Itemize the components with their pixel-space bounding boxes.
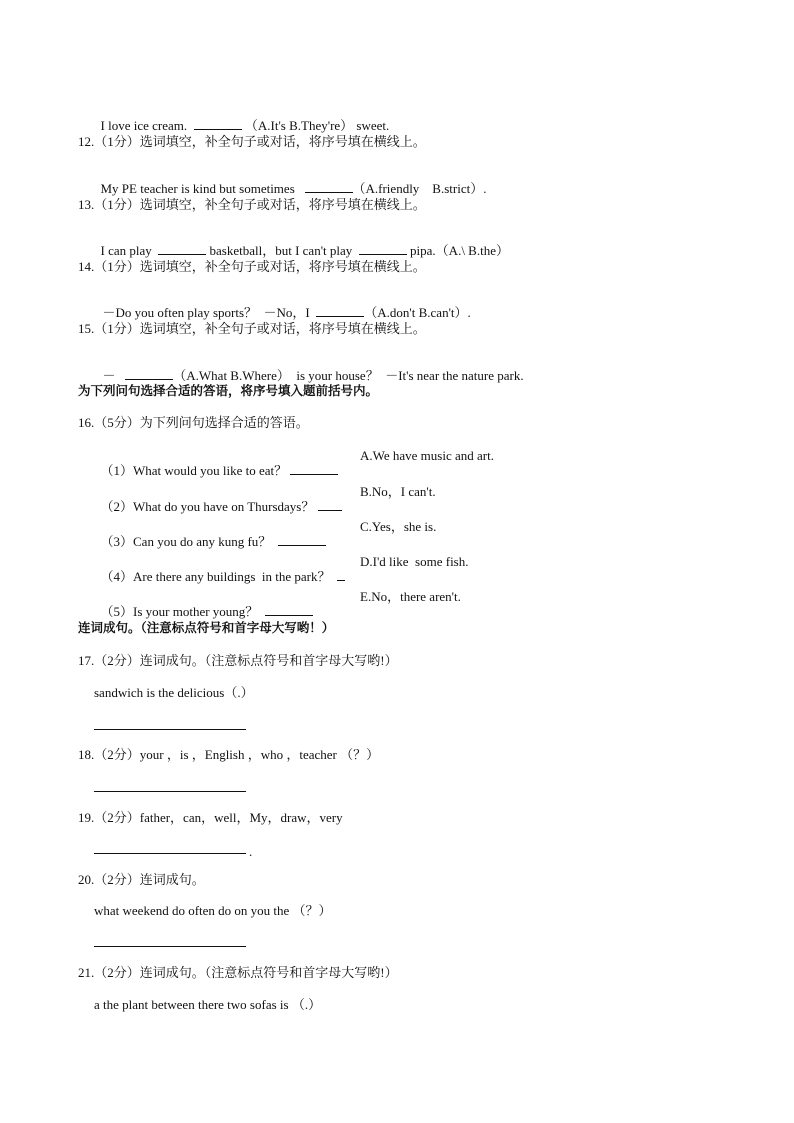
- q16-item-3-blank[interactable]: [278, 533, 326, 546]
- q11-answer-blank[interactable]: [194, 117, 242, 130]
- q12-answer-blank[interactable]: [305, 180, 353, 193]
- q13-header: 13.（1分）选词填空，补全句子或对话，将序号填在横线上。: [78, 197, 426, 212]
- q16-answer-b: B.No，I can't.: [360, 484, 436, 499]
- q20-header: 20.（2分）连词成句。: [78, 872, 205, 887]
- q16-header: 16.（5分）为下列问句选择合适的答语。: [78, 415, 309, 430]
- q12-header: 12.（1分）选词填空，补全句子或对话，将序号填在横线上。: [78, 134, 426, 149]
- q16-answer-e: E.No，there aren't.: [360, 589, 461, 604]
- q15-answer-blank[interactable]: [125, 367, 173, 380]
- q14-header: 14.（1分）选词填空，补全句子或对话，将序号填在横线上。: [78, 259, 426, 274]
- q13-answer-blank-1[interactable]: [158, 242, 206, 255]
- q17-header: 17.（2分）连词成句。（注意标点符号和首字母大写哟!）: [78, 653, 398, 668]
- q16-item-1: （1）What would you like to eat？: [94, 449, 338, 477]
- q15-header: 15.（1分）选词填空，补全句子或对话，将序号填在横线上。: [78, 321, 426, 336]
- q16-item-3: （3）Can you do any kung fu？: [94, 520, 326, 548]
- q14-sentence: －Do you often play sports？ －No，I （A.don't B.can't）.: [102, 305, 471, 320]
- q13-sentence: I can play basketball，but I can't play pipa.（A.\ B.the）: [100, 243, 509, 258]
- q16-item-4: （4）Are there any buildings in the park？: [94, 555, 345, 583]
- q16-item-2-blank[interactable]: [318, 498, 342, 511]
- q16-answer-c: C.Yes，she is.: [360, 519, 437, 534]
- q20-answer-line[interactable]: [94, 946, 246, 947]
- q18-header: 18.（2分）your ，is ，English ，who ，teacher （？）: [78, 747, 380, 762]
- q16-item-4-blank[interactable]: [337, 568, 345, 581]
- q13-answer-blank-2[interactable]: [359, 242, 407, 255]
- q15-sentence: － （A.What B.Where） is your house？ －It's near the nature park.: [102, 368, 524, 383]
- q18-answer-line[interactable]: [94, 791, 246, 792]
- q17-answer-line[interactable]: [94, 729, 246, 730]
- q16-item-5-blank[interactable]: [265, 603, 313, 616]
- q20-words: what weekend do often do on you the （？）: [94, 903, 332, 918]
- q16-answer-d: D.I'd like some fish.: [360, 554, 469, 569]
- q19-period: .: [249, 844, 253, 859]
- q14-answer-blank[interactable]: [316, 304, 364, 317]
- q17-words: sandwich is the delicious（.）: [94, 685, 254, 700]
- q19-answer-line[interactable]: [94, 853, 246, 854]
- q19-header: 19.（2分）father，can，well，My，draw，very: [78, 810, 343, 825]
- q16-item-5: （5）Is your mother young？: [94, 590, 313, 618]
- q12-sentence: My PE teacher is kind but sometimes （A.friendly B.strict）.: [100, 181, 487, 196]
- q16-answer-a: A.We have music and art.: [360, 448, 494, 463]
- q16-item-2: （2）What do you have on Thursdays？: [94, 485, 342, 513]
- section-match-title: 为下列问句选择合适的答语，将序号填入题前括号内。: [78, 384, 379, 398]
- q21-header: 21.（2分）连词成句。（注意标点符号和首字母大写哟!）: [78, 965, 398, 980]
- q21-words: a the plant between there two sofas is （.）: [94, 997, 322, 1012]
- q11-sentence: I love ice cream. （A.It's B.They're） sweet.: [100, 118, 390, 133]
- section-order-title: 连词成句。（注意标点符号和首字母大写哟！）: [78, 621, 335, 635]
- q16-item-1-blank[interactable]: [290, 462, 338, 475]
